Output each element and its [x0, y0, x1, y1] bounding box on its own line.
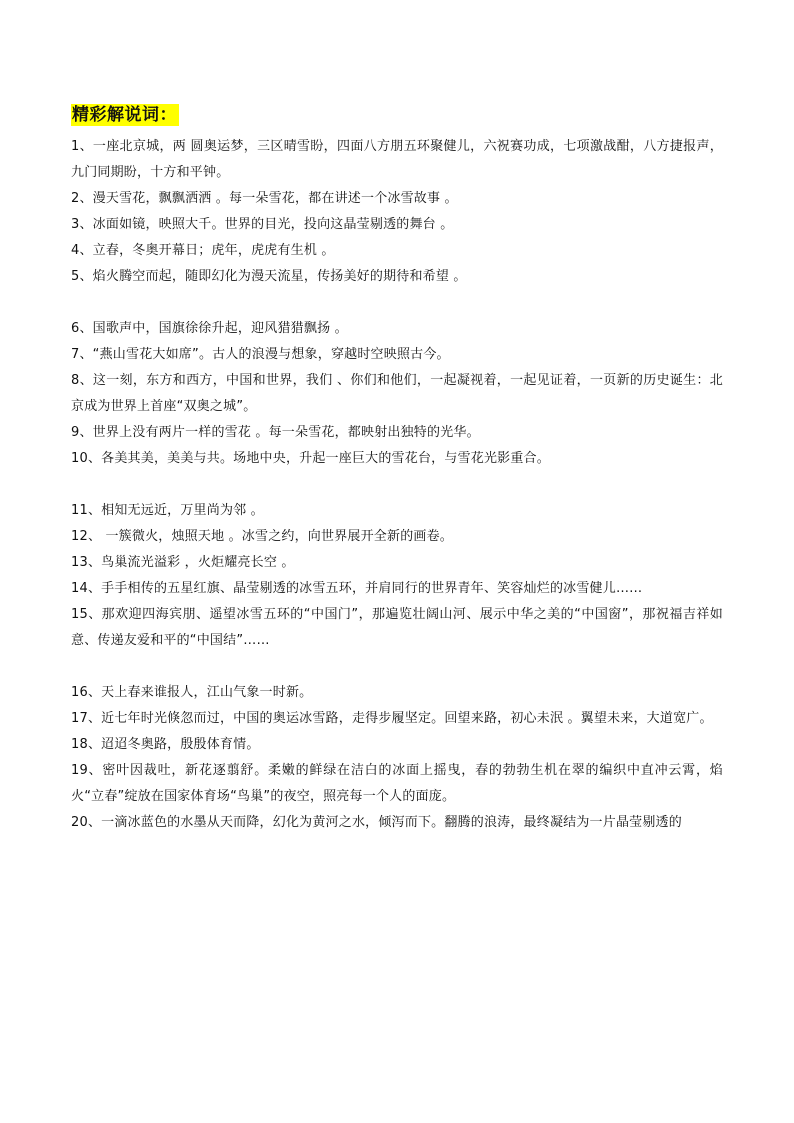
paragraph-17: 17、近七年时光倏忽而过，中国的奥运冰雪路，走得步履坚定。回望来路，初心未泯 。翼望未来，大道宽广。	[71, 711, 713, 726]
paragraph-13: 13、鸟巢流光溢彩 ，火炬耀亮长空 。	[71, 555, 295, 570]
paragraph-11: 11、相知无远近，万里尚为邻 。	[71, 503, 264, 518]
paragraph-12: 12、 一簇微火，烛照天地 。冰雪之约，向世界展开全新的画卷。	[71, 529, 454, 544]
paragraph-3: 3、冰面如镜，映照大千。世界的目光，投向这晶莹剔透的舞台 。	[71, 217, 454, 232]
spacer	[71, 472, 723, 498]
paragraph-7: 7、“燕山雪花大如席”。古人的浪漫与想象，穿越时空映照古今。	[71, 347, 450, 362]
paragraph-9: 9、世界上没有两片一样的雪花 。每一朵雪花，都映射出独特的光华。	[71, 425, 480, 440]
paragraph-20: 20、一滴冰蓝色的水墨从天而降，幻化为黄河之水，倾泻而下。翻腾的浪涛，最终凝结为一片晶莹剔透的	[71, 815, 682, 830]
spacer	[71, 654, 723, 680]
paragraph-4: 4、立春，冬奥开幕日；虎年，虎虎有生机 。	[71, 243, 335, 258]
paragraph-5: 5、焰火腾空而起，随即幻化为漫天流星，传扬美好的期待和希望 。	[71, 269, 467, 284]
section-heading: 精彩解说词：	[72, 105, 177, 125]
paragraph-18: 18、迢迢冬奥路，殷殷体育情。	[71, 737, 260, 752]
paragraph-14: 14、手手相传的五星红旗、晶莹剔透的冰雪五环，并肩同行的世界青年、笑容灿烂的冰雪健儿……	[71, 581, 643, 596]
paragraph-15: 15、那欢迎四海宾朋、遥望冰雪五环的“中国门”，那遍览壮阔山河、展示中华之美的“中国窗”，那祝福吉祥如意、传递友爱和平的“中国结”……	[71, 607, 723, 648]
document-page	[71, 104, 723, 836]
paragraph-8: 8、这一刻，东方和西方，中国和世界，我们 、你们和他们，一起凝视着，一起见证着，一页新的历史诞生：北京成为世界上首座“双奥之城”。	[71, 373, 723, 414]
paragraph-10: 10、各美其美，美美与共。场地中央，升起一座巨大的雪花台，与雪花光影重合。	[71, 451, 550, 466]
paragraph-19: 19、密叶因裁吐，新花逐翦舒。柔嫩的鲜绿在洁白的冰面上摇曳，春的勃勃生机在翠的编织中直冲云霄，焰火“立春”绽放在国家体育场“鸟巢”的夜空，照亮每一个人的面庞。	[71, 763, 723, 804]
paragraph-6: 6、国歌声中，国旗徐徐升起，迎风猎猎飘扬 。	[71, 321, 348, 336]
spacer	[71, 290, 723, 316]
paragraph-2: 2、漫天雪花，飘飘洒洒 。每一朵雪花，都在讲述一个冰雪故事 。	[71, 191, 458, 206]
paragraph-16: 16、天上春来谁报人，江山气象一时新。	[71, 685, 313, 700]
paragraph-1: 1、一座北京城，两 圆奥运梦，三区晴雪盼，四面八方朋五环聚健儿，六祝赛功成，七项激战酣，八方捷报声，九门同期盼，十方和平钟。	[71, 139, 723, 180]
